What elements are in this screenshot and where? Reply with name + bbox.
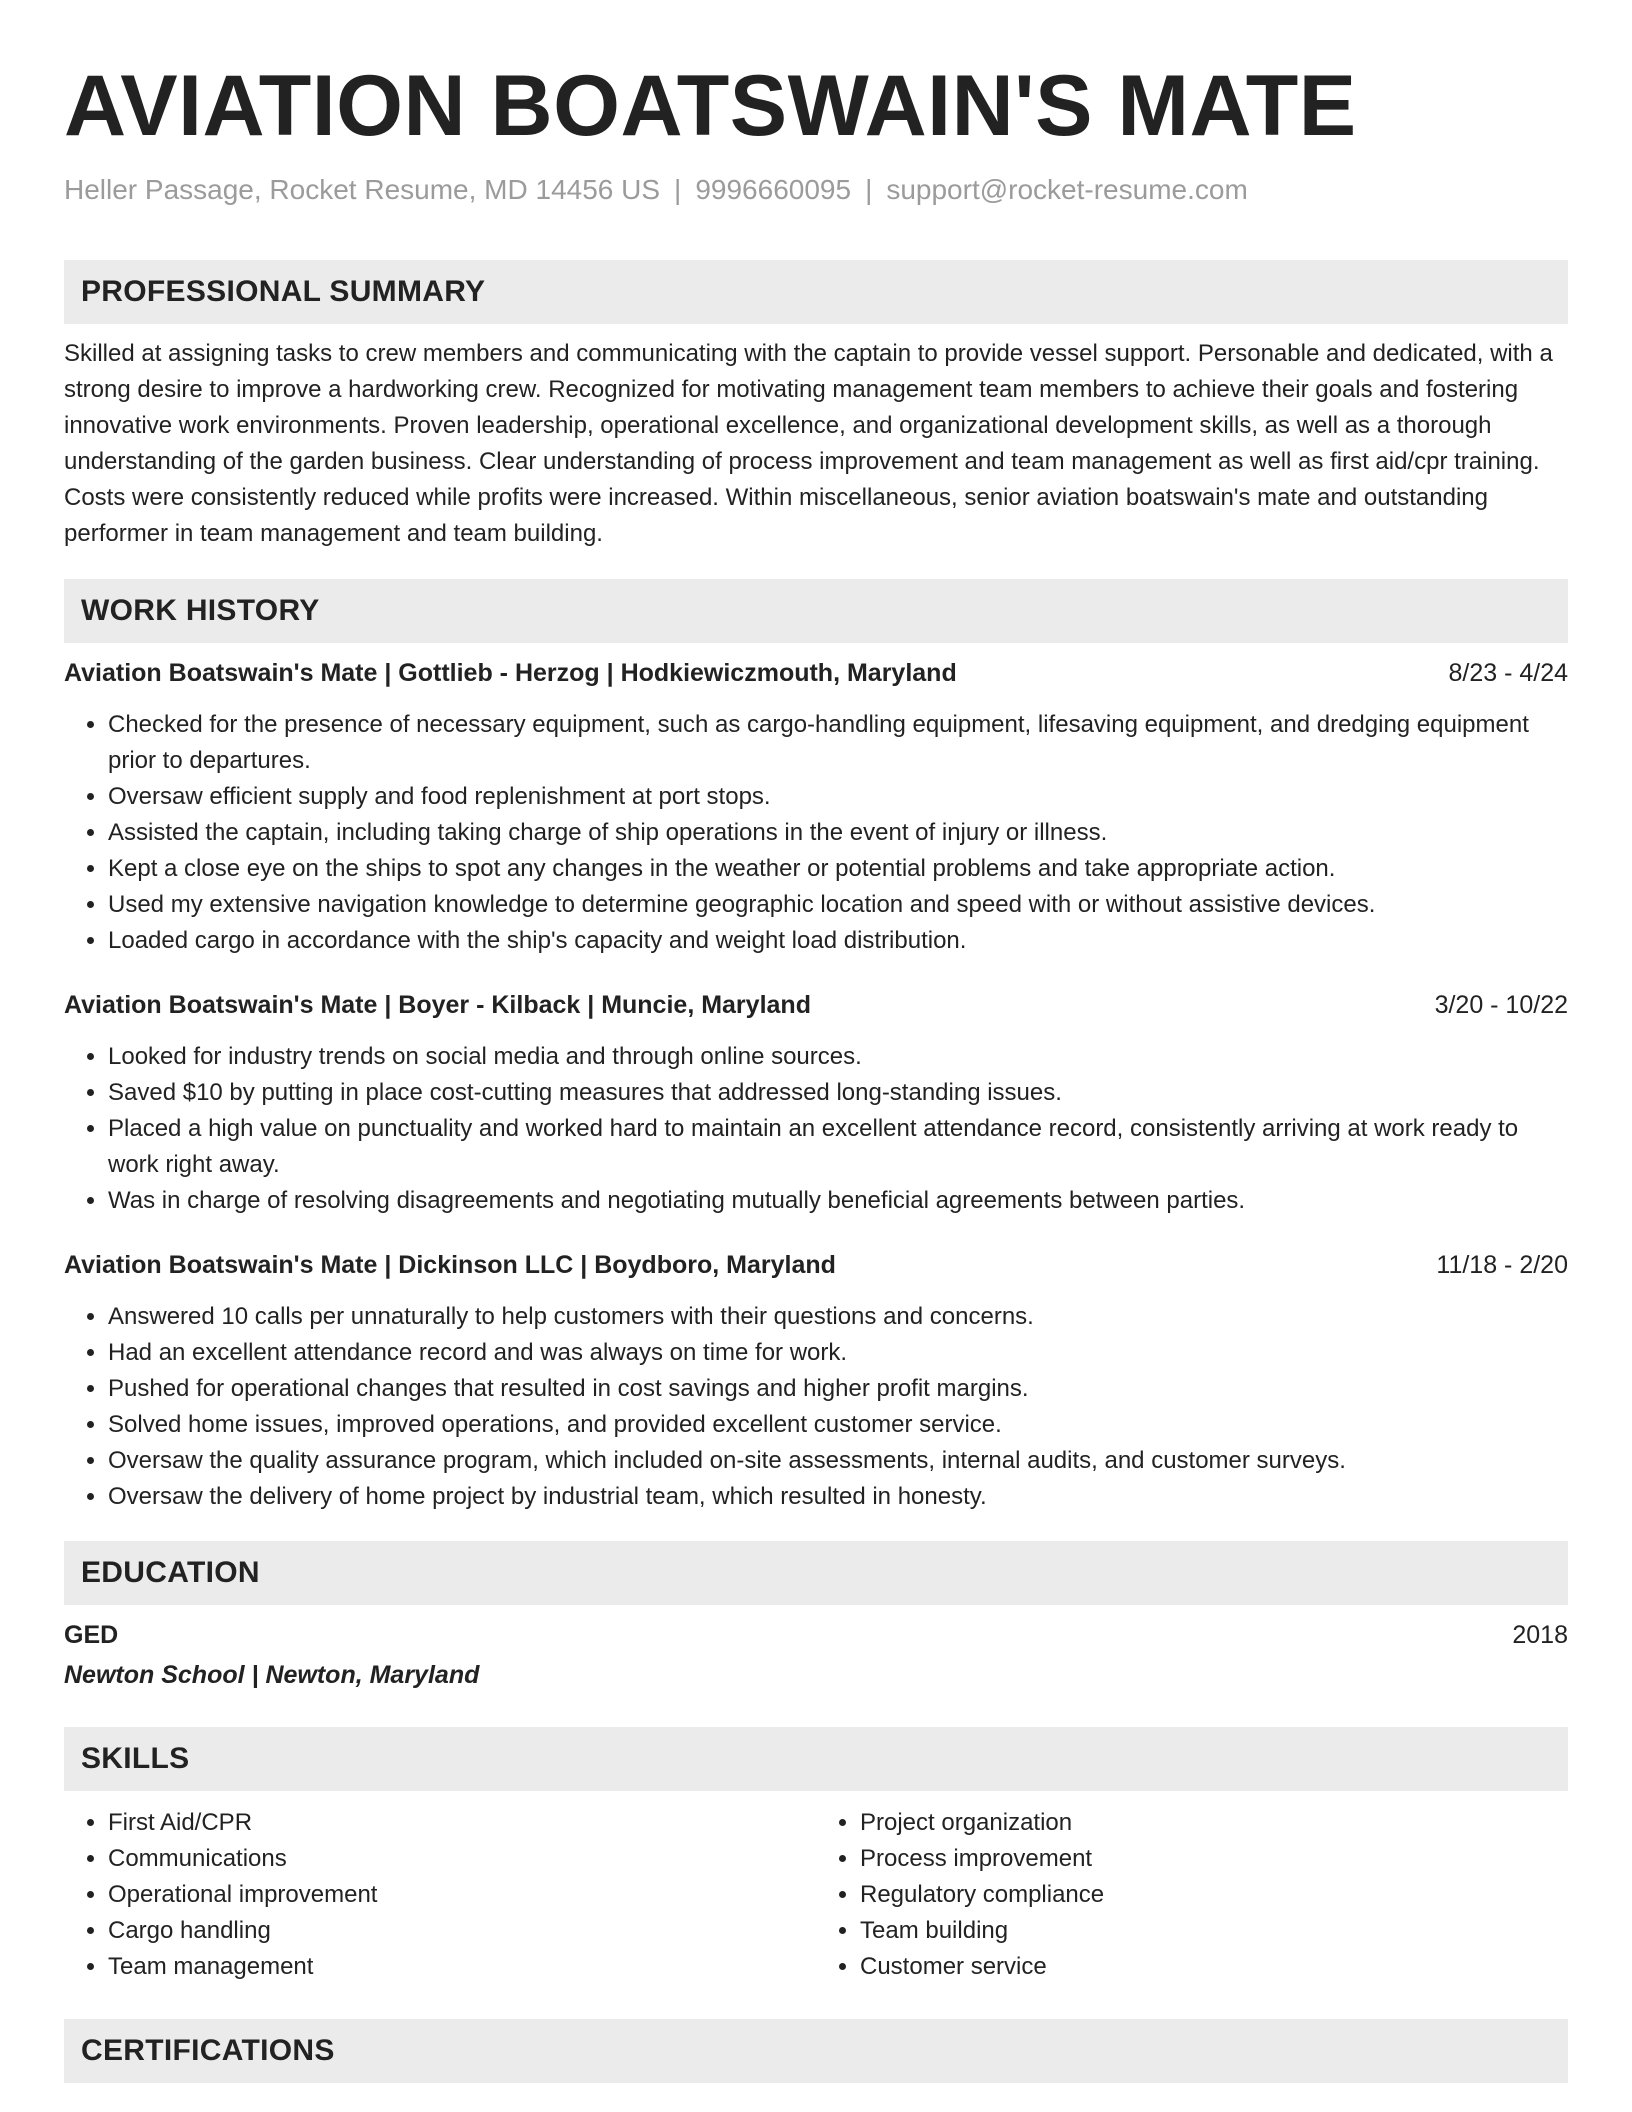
job-entry [64, 987, 1568, 1219]
skill-item: • Team building [860, 1913, 1568, 1949]
contact-phone: 9996660095 [695, 174, 852, 205]
skills-column-left [64, 1805, 816, 1985]
job-bullet: • Solved home issues, improved operations, and provided excellent customer service. [108, 1407, 1568, 1443]
education-school: Newton School | Newton, Maryland [64, 1661, 480, 1689]
job-entry [64, 655, 1568, 959]
job-bullets [64, 1039, 1568, 1219]
job-entry [64, 1247, 1568, 1515]
job-bullet: • Had an excellent attendance record and was always on time for work. [108, 1335, 1568, 1371]
job-title: Aviation Boatswain's Mate | Gottlieb - Herzog | Hodkiewiczmouth, Maryland [64, 659, 957, 687]
skill-item: • Regulatory compliance [860, 1877, 1568, 1913]
education-header [64, 1617, 1568, 1653]
job-bullet: • Oversaw the delivery of home project by industrial team, which resulted in honesty. [108, 1479, 1568, 1515]
job-title: Aviation Boatswain's Mate | Dickinson LLC | Boydboro, Maryland [64, 1251, 836, 1279]
job-bullets [64, 1299, 1568, 1515]
job-date: 8/23 - 4/24 [1448, 659, 1568, 687]
job-bullet: • Used my extensive navigation knowledge to determine geographic location and speed with or without assistive devices. [108, 887, 1568, 923]
skills-list [64, 1805, 1568, 1985]
job-bullet: • Answered 10 calls per unnaturally to help customers with their questions and concerns. [108, 1299, 1568, 1335]
contact-address: Heller Passage, Rocket Resume, MD 14456 US [64, 174, 661, 205]
skills-heading: SKILLS [64, 1727, 1568, 1791]
contact-separator: | [865, 174, 873, 205]
skill-item: • Cargo handling [108, 1913, 816, 1949]
skills-column-right [816, 1805, 1568, 1985]
job-date: 11/18 - 2/20 [1436, 1251, 1568, 1279]
job-header [64, 987, 1568, 1023]
skill-item: • Customer service [860, 1949, 1568, 1985]
job-header [64, 655, 1568, 691]
skill-item: • Operational improvement [108, 1877, 816, 1913]
job-date: 3/20 - 10/22 [1434, 991, 1568, 1019]
contact-line [64, 172, 1568, 208]
education-degree: GED [64, 1621, 119, 1649]
skill-item: • Project organization [860, 1805, 1568, 1841]
job-title: Aviation Boatswain's Mate | Boyer - Kilback | Muncie, Maryland [64, 991, 811, 1019]
contact-separator: | [674, 174, 682, 205]
job-bullet: • Loaded cargo in accordance with the ship's capacity and weight load distribution. [108, 923, 1568, 959]
skill-item: • Process improvement [860, 1841, 1568, 1877]
job-bullet: • Assisted the captain, including taking charge of ship operations in the event of injury or illness. [108, 815, 1568, 851]
summary-text: Skilled at assigning tasks to crew members and communicating with the captain to provide vessel support. Personable and dedicated, with a strong desire to improve a hardworking crew. Recognized for motivating management team members to achieve their goals and fostering innovative work environments. Proven leadership, operational excellence, and organizational development skills, as well as a thorough understanding of the garden business. Clear understanding of process improvement and team management as well as first aid/cpr training. Costs were consistently reduced while profits were increased. Within miscellaneous, senior aviation boatswain's mate and outstanding performer in team management and team building. [64, 340, 1553, 547]
job-bullet: • Was in charge of resolving disagreements and negotiating mutually beneficial agreements between parties. [108, 1183, 1568, 1219]
skill-item: • Team management [108, 1949, 816, 1985]
job-bullet: • Oversaw the quality assurance program, which included on-site assessments, internal audits, and customer surveys. [108, 1443, 1568, 1479]
resume-name: AVIATION BOATSWAIN'S MATE [64, 58, 1357, 154]
resume-page [64, 0, 1568, 2083]
certifications-heading: CERTIFICATIONS [64, 2019, 1568, 2083]
contact-email: support@rocket-resume.com [886, 174, 1248, 205]
job-bullet: • Pushed for operational changes that resulted in cost savings and higher profit margins. [108, 1371, 1568, 1407]
job-bullet: • Oversaw efficient supply and food replenishment at port stops. [108, 779, 1568, 815]
job-bullet: • Kept a close eye on the ships to spot any changes in the weather or potential problems and take appropriate action. [108, 851, 1568, 887]
job-bullet: • Checked for the presence of necessary equipment, such as cargo-handling equipment, lifesaving equipment, and dredging equipment prior to departures. [108, 707, 1568, 779]
work-history-heading: WORK HISTORY [64, 579, 1568, 643]
job-bullet: • Saved $10 by putting in place cost-cutting measures that addressed long-standing issues. [108, 1075, 1568, 1111]
skill-item: • Communications [108, 1841, 816, 1877]
job-bullets [64, 707, 1568, 959]
job-bullet: • Placed a high value on punctuality and worked hard to maintain an excellent attendance record, consistently arriving at work ready to work right away. [108, 1111, 1568, 1183]
job-header [64, 1247, 1568, 1283]
education-heading: EDUCATION [64, 1541, 1568, 1605]
skill-item: • First Aid/CPR [108, 1805, 816, 1841]
summary-heading: PROFESSIONAL SUMMARY [64, 260, 1568, 324]
job-bullet: • Looked for industry trends on social media and through online sources. [108, 1039, 1568, 1075]
education-year: 2018 [1512, 1621, 1568, 1649]
